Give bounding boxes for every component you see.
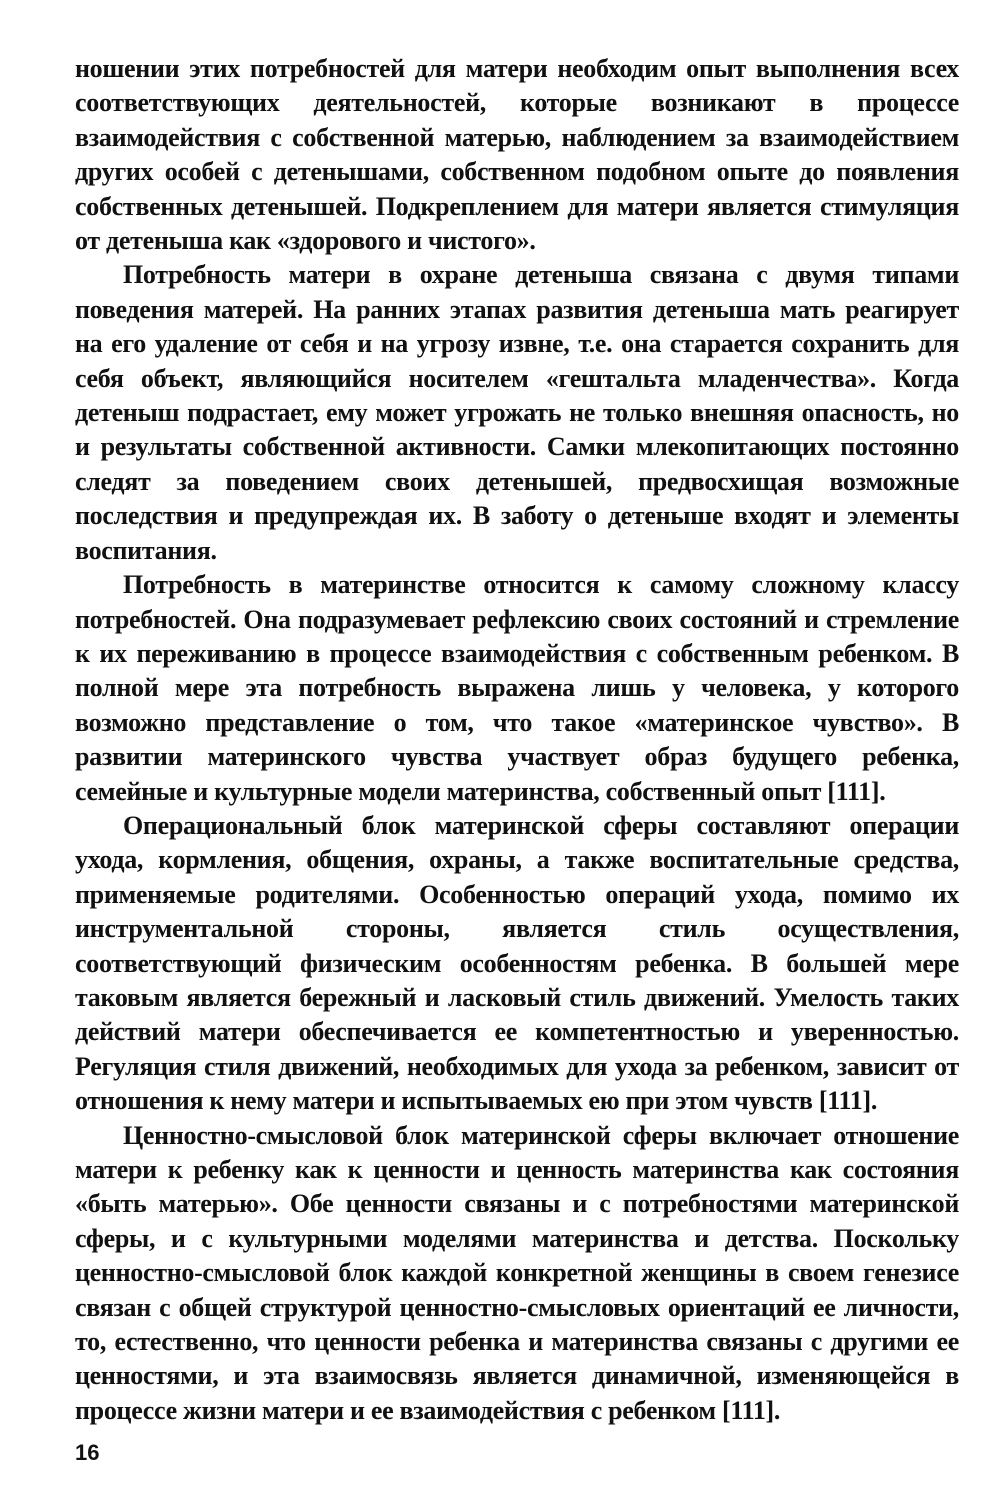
page-number: 16: [75, 1440, 100, 1465]
paragraph-2: Потребность матери в охране детеныша связана с двумя типами поведения матерей. На ранних этапах развития детеныша мать реагирует на его удаление от себя и на угрозу извне, т.е. она старается сохранить для себя объект, являющийся носителем «гештальта младенчества». Когда детеныш подрастает, ему может угрожать не только внешняя опасность, но и результаты собственной активности. Самки млекопитающих постоянно следят за поведением своих детенышей, предвосхищая возможные последствия и предупреждая их. В заботу о детеныше входят и элементы воспитания.: [75, 260, 959, 565]
paragraph-4: Операциональный блок материнской сферы составляют операции ухода, кормления, общения, охраны, а также воспитательные средства, применяемые родителями. Особенностью операций ухода, помимо их инструментальной стороны, является стиль осуществления, соответствующий физическим особенностям ребенка. В большей мере таковым является бережный и ласковый стиль движений. Умелость таких действий матери обеспечивается ее компетентностью и уверенностью. Регуляция стиля движений, необходимых для ухода за ребенком, зависит от отношения к нему матери и испытываемых ею при этом чувств [111].: [75, 810, 959, 1116]
paragraph-3: Потребность в материнстве относится к самому сложному классу потребностей. Она подразумевает рефлексию своих состояний и стремление к их переживанию в процессе взаимодействия с собственным ребенком. В полной мере эта потребность выражена лишь у человека, у которого возможно представление о том, что такое «материнское чувство». В развитии материнского чувства участвует образ будущего ребенка, семейные и культурные модели материнства, собственный опыт [111].: [75, 570, 959, 806]
page-body: [75, 52, 959, 1428]
paragraph-1: ношении этих потребностей для матери необходим опыт выполнения всех соответствующих деятельностей, которые возникают в процессе взаимодействия с собственной матерью, наблюдением за взаимодействием других особей с детенышами, собственном подобном опыте до появления собственных детенышей. Подкреплением для матери является стимуляция от детеныша как «здорового и чистого».: [75, 54, 959, 256]
paragraph-5: Ценностно-смысловой блок материнской сферы включает отношение матери к ребенку как к ценности и ценность материнства как состояния «быть матерью». Обе ценности связаны и с потребностями материнской сферы, и с культурными моделями материнства и детства. Поскольку ценностно-смысловой блок каждой конкретной женщины в своем генезисе связан с общей структурой ценностно-смысловых ориентаций ее личности, то, естественно, что ценности ребенка и материнства связаны с другими ее ценностями, и эта взаимосвязь является динамичной, изменяющейся в процессе жизни матери и ее взаимодействия с ребенком [111].: [75, 1120, 959, 1425]
